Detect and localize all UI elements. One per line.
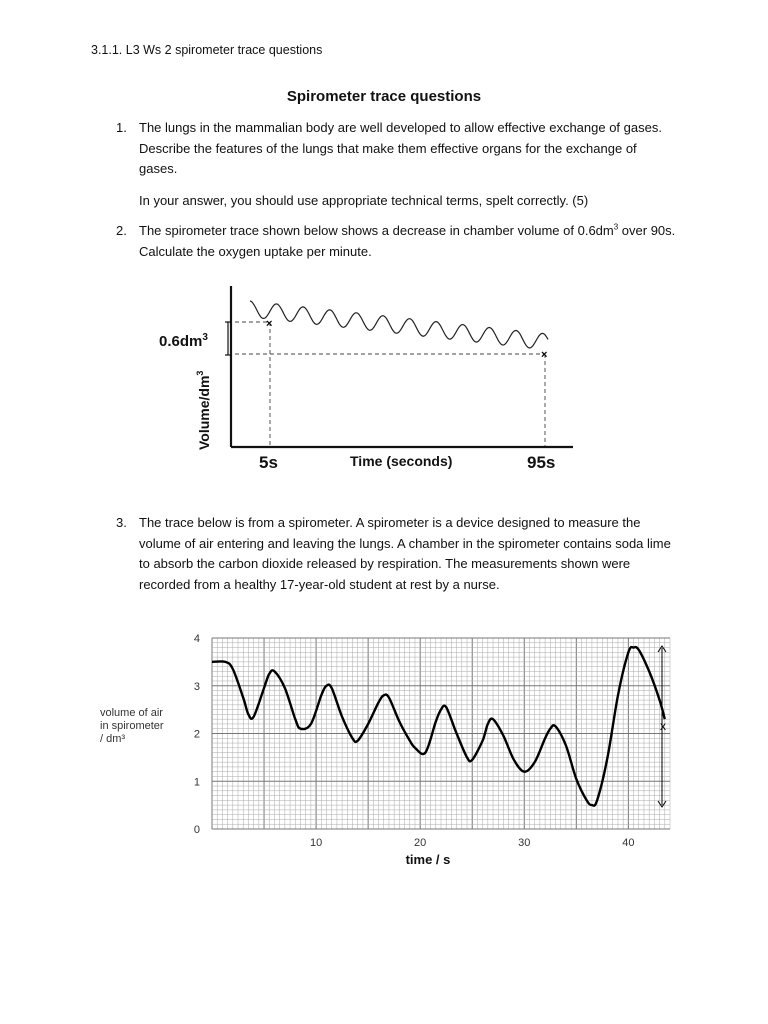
grid [212, 638, 670, 829]
y-axis-label-line: / dm³ [100, 733, 126, 745]
trace-line [212, 647, 665, 806]
question-instruction: In your answer, you should use appropriate technical terms, spelt correctly. (5) [139, 192, 589, 208]
point-marker: × [266, 318, 273, 330]
question-number: 3. [116, 515, 127, 530]
x-tick-label: 10 [309, 837, 323, 849]
y-tick-label: 3 [193, 680, 200, 693]
question-text: The lungs in the mammalian body are well developed to allow effective exchange of gases. Describe the features of the lungs that make them effective organs for the exchange of gases. [139, 120, 662, 176]
x-tick-label: 20 [414, 837, 427, 849]
x-tick-label: 30 [518, 837, 531, 849]
page-title: Spirometer trace questions [286, 88, 482, 105]
x-tick-label: 40 [622, 837, 635, 849]
document-header: 3.1.1. L3 Ws 2 spirometer trace questions [91, 43, 323, 57]
question-text-part: The spirometer trace shown below shows a decrease in chamber volume of 0.6dm [139, 223, 614, 238]
superscript: 3 [613, 222, 619, 232]
x-axis-label: Time (seconds) [350, 453, 453, 469]
marker-x: x [660, 719, 666, 733]
x-axis-label: time / s [405, 852, 451, 867]
y-tick-label: 2 [193, 728, 200, 741]
y-axis-label-line: in spirometer [100, 720, 164, 732]
annotation-text: 0.6dm [159, 333, 203, 350]
y-tick-label: 1 [193, 776, 200, 789]
question-number: 2. [116, 223, 127, 238]
y-tick-labels [194, 633, 200, 836]
annotation-sup: 3 [202, 332, 208, 343]
y-label-text: Volume/dm [196, 375, 212, 450]
y-tick-label: 0 [193, 824, 200, 836]
question-text: The trace below is from a spirometer. A spirometer is a device designed to measure the volume of air entering and leaving the lungs. A chamber in the spirometer contains soda lime to absorb the carbon dioxide released by respiration. The measurements shown were recorded from a healthy 17-year-old student at rest by a nurse. [139, 515, 671, 592]
question-text-part: over 90s. Calculate the oxygen uptake per minute. [139, 223, 676, 259]
x-tick-labels [310, 837, 635, 849]
y-axis-label-line: volume of air [100, 707, 163, 719]
x-marker-label: 5s [259, 453, 278, 472]
question-number: 1. [116, 120, 127, 135]
y-tick-label: 4 [193, 633, 200, 645]
x-marker-label: 95s [527, 453, 556, 472]
y-label-sup: 3 [195, 370, 205, 376]
point-marker: × [541, 349, 548, 361]
